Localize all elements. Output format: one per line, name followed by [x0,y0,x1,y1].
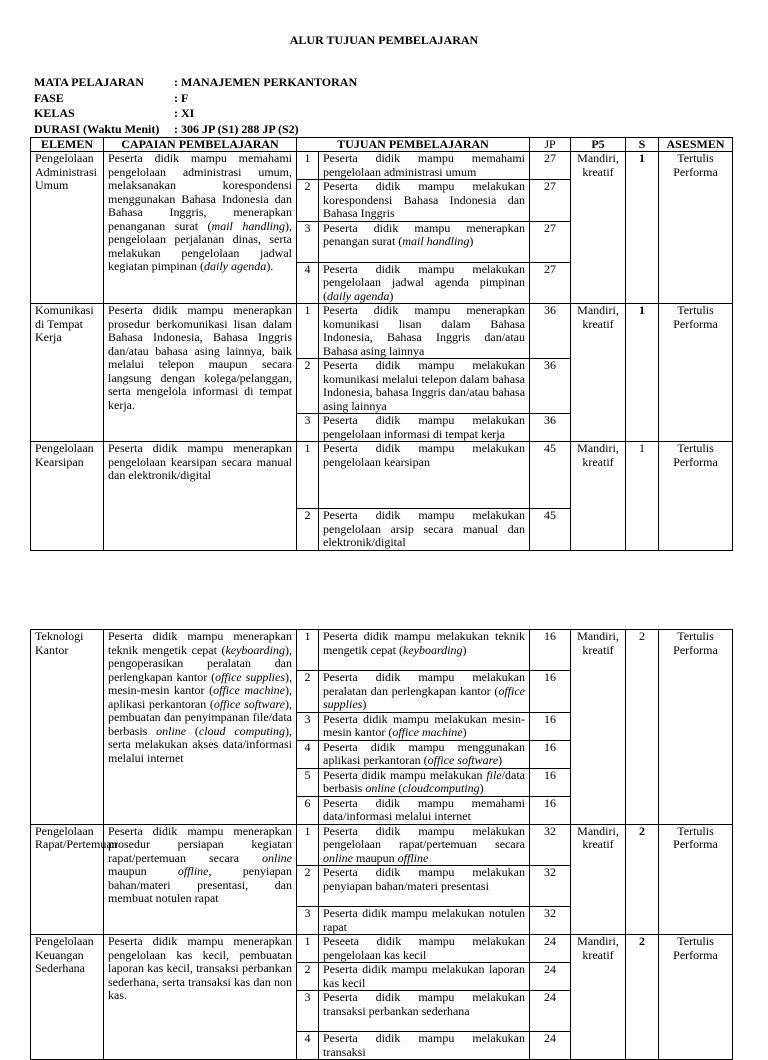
header-elemen: ELEMEN [31,138,104,152]
document-title: ALUR TUJUAN PEMBELAJARAN [289,33,479,47]
meta-value: : 306 JP (S1) 288 JP (S2) [174,121,299,136]
tujuan-text: Peserta didik mampu melakukan pengelolaan informasi di tempat kerja [319,414,530,442]
header-capaian: CAPAIAN PEMBELAJARAN [104,138,297,152]
meta-value: : F [174,90,189,105]
tujuan-text: Peserta didik mampu menerapkan komunikasi lisan dalam Bahasa Indonesia, Bahasa Inggris dan/atau Bahasa asing lainnya [319,304,530,359]
elemen-cell: Pengelolaan Rapat/Pertemuan [31,824,104,935]
p5-cell: Mandiri, kreatif [571,630,626,825]
table-header-row [31,138,733,152]
p5-cell: Mandiri, kreatif [571,935,626,1060]
elemen-cell: Pengelolaan Administrasi Umum [31,152,104,304]
table-row [31,630,733,671]
table-row [31,304,733,359]
tujuan-number: 6 [297,796,319,824]
meta-row-mapel [34,75,357,91]
s-cell: 1 [626,442,659,551]
tujuan-text: Peserta didik mampu melakukan komunikasi melalui telepon dalam bahasa Indonesia, bahasa Inggris dan/atau bahasa asing lainnya [319,359,530,414]
tujuan-text: Peseeta didik mampu melakukan pengelolaan kas kecil [319,935,530,963]
tujuan-number: 2 [297,359,319,414]
atp-table-page-2 [30,629,733,1060]
tujuan-text: Peserta didik mampu melakukan file/data berbasis online (cloudcomputing) [319,768,530,796]
tujuan-number: 3 [297,907,319,935]
jp-cell: 24 [530,935,571,963]
atp-table-page-1 [30,137,733,551]
tujuan-number: 2 [297,963,319,991]
header-s: S [626,138,659,152]
jp-cell: 27 [530,152,571,180]
tujuan-text: Peserta didik mampu melakukan pengelolaan kearsipan [319,442,530,509]
meta-value: : MANAJEMEN PERKANTORAN [174,75,358,89]
p5-cell: Mandiri, kreatif [571,824,626,935]
tujuan-text: Peserta didik mampu melakukan pengelolaan jadwal agenda pimpinan (daily agenda) [319,262,530,304]
s-cell: 2 [626,935,659,1060]
capaian-cell: Peserta didik mampu menerapkan prosedur berkomunikasi lisan dalam Bahasa Indonesia, Bahasa Inggris dan/atau bahasa asing lainnya, baik melalui telepon maupun secara langsung dengan kolega/pelanggan, serta mengelola informasi di tempat kerja. [104,304,297,442]
table-body [31,152,733,551]
tujuan-text: Peserta didik mampu melakukan korespondensi Bahasa Indonesia dan Bahasa Inggris [319,180,530,222]
table-row [31,152,733,180]
tujuan-text: Peserta didik mampu melakukan peralatan dan perlengkapan kantor (office supplies) [319,671,530,713]
elemen-cell: Pengelolaan Keuangan Sederhana [31,935,104,1060]
jp-cell: 36 [530,359,571,414]
jp-cell: 27 [530,262,571,304]
capaian-cell: Peserta didik mampu menerapkan prosedur persiapan kegiatan rapat/pertemuan secara online maupun offline, penyiapan bahan/materi presentasi, dan membuat notulen rapat [104,824,297,935]
jp-cell: 24 [530,1032,571,1060]
tujuan-number: 1 [297,442,319,509]
tujuan-text: Peserta didik mampu melakukan transaksi perbankan sederhana [319,991,530,1032]
jp-cell: 16 [530,768,571,796]
capaian-cell: Peserta didik mampu menerapkan pengelolaan kearsipan secara manual dan elektronik/digital [104,442,297,551]
table-row [31,824,733,866]
tujuan-text: Peserta didik mampu melakukan penyiapan bahan/materi presentasi [319,866,530,907]
asesmen-cell: Tertulis Performa [659,824,733,935]
tujuan-text: Peserta didik mampu memahami pengelolaan administrasi umum [319,152,530,180]
tujuan-number: 2 [297,180,319,222]
asesmen-cell: Tertulis Performa [659,152,733,304]
capaian-cell: Peserta didik mampu memahami pengelolaan administrasi umum, melaksanakan korespondensi menggunakan Bahasa Indonesia dan Bahasa Inggris, menerapkan penanganan surat (mail handling), pengelolaan perjalanan dinas, serta melakukan pengelolaan jadwal kegiatan pimpinan (daily agenda). [104,152,297,304]
jp-cell: 16 [530,796,571,824]
p5-cell: Mandiri, kreatif [571,442,626,551]
jp-cell: 16 [530,712,571,740]
header-jp: JP [530,138,571,152]
tujuan-number: 4 [297,262,319,304]
header-tujuan: TUJUAN PEMBELAJARAN [297,138,530,152]
tujuan-number: 2 [297,866,319,907]
tujuan-text: Peserta didik mampu melakukan transaksi [319,1032,530,1060]
elemen-cell: Pengelolaan Kearsipan [31,442,104,551]
s-cell: 2 [626,824,659,935]
tujuan-number: 1 [297,304,319,359]
jp-cell: 24 [530,963,571,991]
p5-cell: Mandiri, kreatif [571,304,626,442]
meta-row-fase [34,91,357,107]
jp-cell: 24 [530,991,571,1032]
tujuan-number: 3 [297,221,319,262]
meta-row-durasi [34,122,357,138]
tujuan-number: 5 [297,768,319,796]
table-body [31,630,733,1060]
jp-cell: 36 [530,304,571,359]
table-row [31,442,733,509]
tujuan-number: 3 [297,414,319,442]
tujuan-number: 3 [297,991,319,1032]
meta-block [34,75,357,137]
jp-cell: 32 [530,866,571,907]
tujuan-number: 4 [297,740,319,768]
meta-key: FASE [34,90,64,105]
tujuan-number: 3 [297,712,319,740]
tujuan-text: Peserta didik mampu melakukan pengelolaan rapat/pertemuan secara online maupun offline [319,824,530,866]
meta-key: MATA PELAJARAN [34,75,144,89]
elemen-cell: Komunikasi di Tempat Kerja [31,304,104,442]
tujuan-text: Peserta didik mampu memahami data/informasi melalui internet [319,796,530,824]
table-row [31,935,733,963]
tujuan-number: 1 [297,630,319,671]
tujuan-number: 2 [297,509,319,551]
tujuan-text: Peserta didik mampu melakukan notulen rapat [319,907,530,935]
tujuan-text: Peserta didik mampu melakukan laporan kas kecil [319,963,530,991]
jp-cell: 27 [530,221,571,262]
tujuan-number: 1 [297,935,319,963]
jp-cell: 32 [530,824,571,866]
s-cell: 2 [626,630,659,825]
tujuan-text: Peserta didik mampu melakukan mesin-mesin kantor (office machine) [319,712,530,740]
jp-cell: 16 [530,671,571,713]
asesmen-cell: Tertulis Performa [659,442,733,551]
header-p5: P5 [571,138,626,152]
asesmen-cell: Tertulis Performa [659,630,733,825]
tujuan-text: Peserta didik mampu menerapkan penangan surat (mail handling) [319,221,530,262]
s-cell: 1 [626,152,659,304]
elemen-cell: Teknologi Kantor [31,630,104,825]
tujuan-number: 4 [297,1032,319,1060]
header-asesmen: ASESMEN [659,138,733,152]
capaian-cell: Peserta didik mampu menerapkan teknik mengetik cepat (keyboarding), pengoperasikan peralatan dan perlengkapan kantor (office supplies), mesin-mesin kantor (office machine), aplikasi perkantoran (office software), pembuatan dan penyimpanan file/data berbasis online (cloud computing), serta melakukan akses data/informasi melalui internet [104,630,297,825]
tujuan-text: Peserta didik mampu melakukan teknik mengetik cepat (keyboarding) [319,630,530,671]
meta-row-kelas [34,106,357,122]
tujuan-number: 1 [297,152,319,180]
capaian-cell: Peserta didik mampu menerapkan pengelolaan kas kecil, pembuatan laporan kas kecil, transaksi perbankan sederhana, serta transaksi kas dan non kas. [104,935,297,1060]
jp-cell: 45 [530,442,571,509]
p5-cell: Mandiri, kreatif [571,152,626,304]
tujuan-text: Peserta didik mampu menggunakan aplikasi perkantoran (office software) [319,740,530,768]
jp-cell: 32 [530,907,571,935]
jp-cell: 16 [530,740,571,768]
tujuan-number: 1 [297,824,319,866]
s-cell: 1 [626,304,659,442]
asesmen-cell: Tertulis Performa [659,304,733,442]
asesmen-cell: Tertulis Performa [659,935,733,1060]
jp-cell: 27 [530,180,571,222]
meta-key: KELAS [34,106,75,120]
jp-cell: 36 [530,414,571,442]
meta-value: : XI [174,106,195,120]
tujuan-number: 2 [297,671,319,713]
jp-cell: 45 [530,509,571,551]
tujuan-text: Peserta didik mampu melakukan pengelolaan arsip secara manual dan elektronik/digital [319,509,530,551]
jp-cell: 16 [530,630,571,671]
meta-key: DURASI (Waktu Menit) [34,121,160,136]
